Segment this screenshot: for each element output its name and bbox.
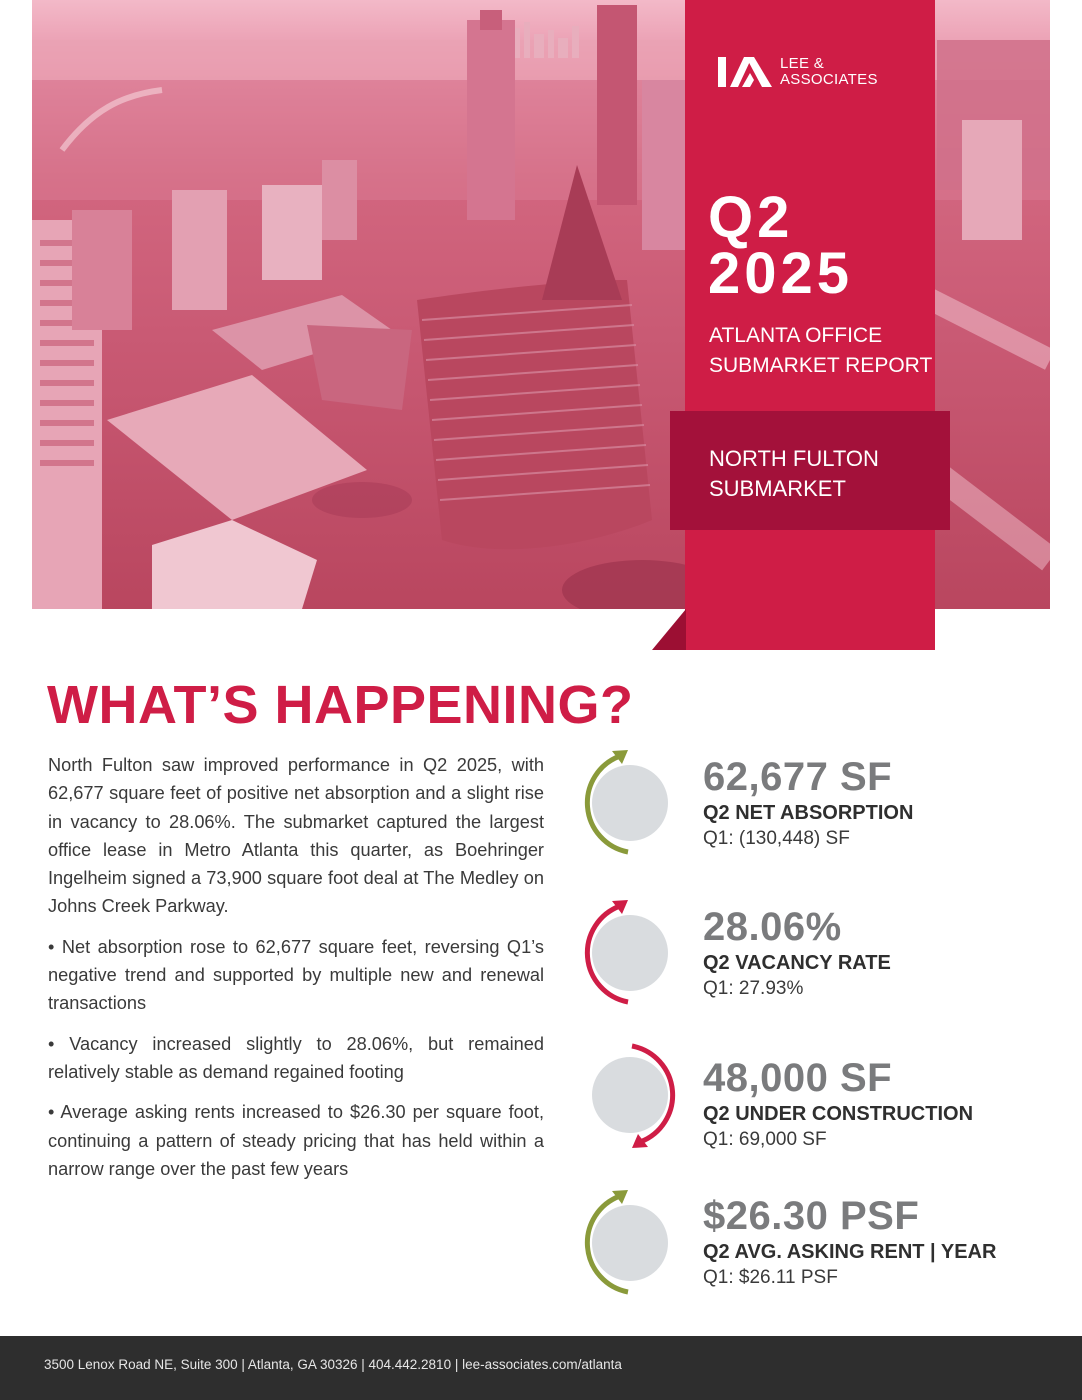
stat-label: Q2 AVG. ASKING RENT | YEAR [703,1241,997,1263]
narrative-column [48,751,544,1195]
stat-value: 48,000 SF [703,1056,893,1100]
down-right-arc-red-icon [588,1040,688,1150]
stat-label: Q2 UNDER CONSTRUCTION [703,1103,974,1125]
panel-fold [652,609,686,650]
bullet-rents: • Average asking rents increased to $26.30 per square foot, continuing a pattern of steady pricing that has held within a narrow range over the past few years [48,1102,544,1179]
la-monogram-icon [716,53,774,91]
stat-previous: Q1: $26.11 PSF [703,1267,838,1288]
logo-wordmark [780,56,878,88]
up-left-arc-green-icon [572,1188,672,1298]
intro-paragraph: North Fulton saw improved performance in Q2 2025, with 62,677 square feet of positive net absorption and a slight rise in vacancy to 28.06%. The submarket captured the largest office lease in Metro Atlanta this quarter, as Boehringer Ingelheim signed a 73,900 square foot deal at The Medley on Johns Creek Parkway. [48,755,544,917]
lee-associates-logo[interactable] [716,52,906,92]
section-headline: WHAT’S HAPPENING? [47,675,634,735]
bullet-vacancy: • Vacancy increased slightly to 28.06%, but remained relatively stable as demand regained footing [48,1033,544,1082]
stat-vacancy-rate [703,904,1063,1002]
stat-previous: Q1: 27.93% [703,978,804,999]
report-title [709,321,934,381]
stat-value: $26.30 PSF [703,1194,920,1238]
submarket-line-2: SUBMARKET [709,476,846,501]
logo-line-1: LEE & [780,55,825,72]
stat-label: Q2 VACANCY RATE [703,952,891,974]
stat-value: 28.06% [703,905,842,949]
stat-net-absorption [703,754,1063,852]
stat-under-construction [703,1055,1063,1153]
up-left-arc-green-icon [572,748,672,858]
stat-value: 62,677 SF [703,755,893,799]
logo-line-2: ASSOCIATES [780,71,878,88]
stat-label: Q2 NET ABSORPTION [703,802,914,824]
quarter-year-title [708,185,928,306]
stat-previous: Q1: (130,448) SF [703,828,850,849]
stat-asking-rent [703,1193,1063,1291]
footer-contact[interactable]: 3500 Lenox Road NE, Suite 300 | Atlanta, GA 30326 | 404.442.2810 | lee-associates.com/atlanta [44,1357,622,1372]
report-title-line-1: ATLANTA OFFICE [709,324,883,347]
up-left-arc-red-icon [572,898,672,1008]
bullet-absorption: • Net absorption rose to 62,677 square feet, reversing Q1’s negative trend and supported by multiple new and renewal transactions [48,936,544,1014]
stat-previous: Q1: 69,000 SF [703,1129,827,1150]
report-title-line-2: SUBMARKET REPORT [709,354,933,377]
quarter: Q2 [708,185,794,250]
submarket-title [709,444,944,504]
year: 2025 [708,241,854,306]
submarket-line-1: NORTH FULTON [709,446,879,471]
